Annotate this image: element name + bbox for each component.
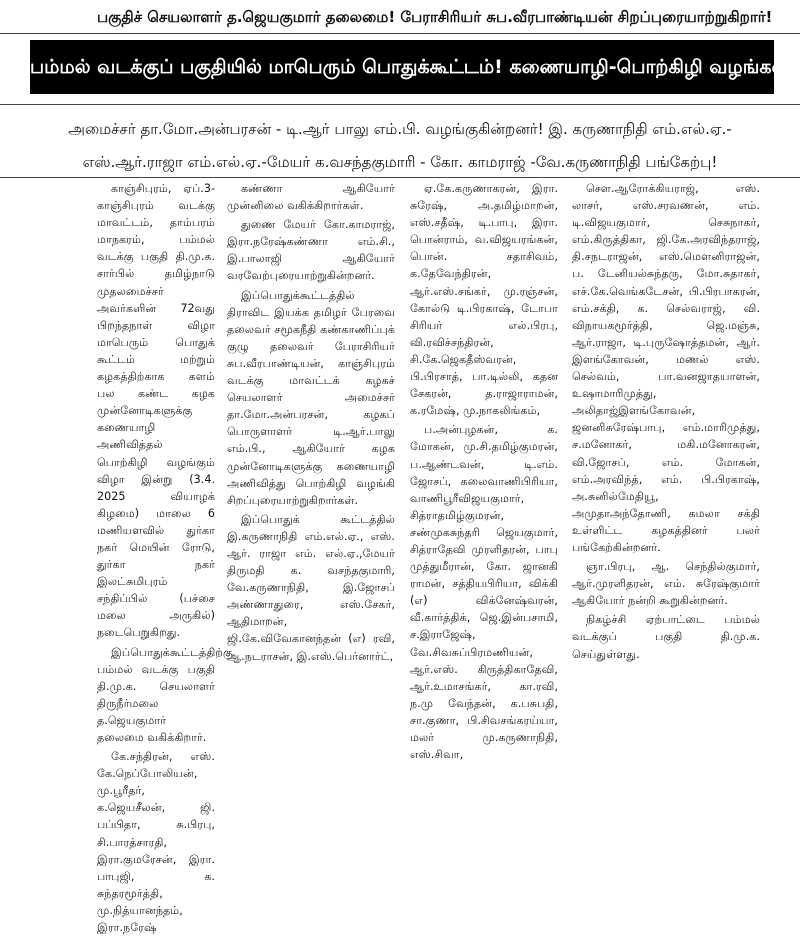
paragraph: ஏ.கே.கருணாகரன், இரா. சுரேஷ், அ.தமிழ்மாறன், எஸ்.சதீஷ், டி.பாபு, இரா. பொன்ராம், வ.விஜயரங்கன், பொன். சதாசிவம், க.தேவேந்திரன், ஆர்.எஸ்.சங்கர், மு.ரஞ்சன், கோல்டு டி.பிரகாஷ், டோபா சிரியர் எல்.பிரபு, வி.ரவிச்சந்திரன், சி.கே.ஜெகதீஸ்வரன், பி.பிரசாத், பா.டில்லி, கதன சேகரன், த.ராஜாராமன், க.ரமேஷ், மு.நாகலிங்கம்,	[410, 182, 558, 418]
divider	[0, 104, 800, 105]
kicker-headline: பகுதிச் செயலாளர் த.ஜெயகுமார் தலைமை! பேராசிரியர் சுப.வீரபாண்டியன் சிறப்புரையாற்றுகிறார்!	[97, 8, 773, 26]
paragraph: கண்ணா ஆகியோர் முன்னிலை வகிக்கிறார்கள்.	[227, 182, 395, 213]
article-column-4	[572, 180, 760, 680]
paragraph: காஞ்சிபுரம், ஏப்.3- காஞ்சிபுரம் வடக்கு மாவட்டம், தாம்பரம் மாநகரம், பம்மல் வடக்கு பகுதி தி.மு.க. சார்பில் தமிழ்நாடு முதலமைச்சர் அவர்களின் 72வது பிறந்தநாள் விழா மாபெரும் பொதுக் கூட்டம் மற்றும் கழகத்திற்காக களம் பல கண்ட கழக முன்னோடிகளுக்கு கணையாழி அணிவித்தல் பொற்கிழி வழங்கும் விழா இன்று (3.4. 2025 வியாழக் கிழமை) மாலை 6 மணியளவில் துர்கா நகர் மெயின் ரோடு, துர்கா நகர் இலட்சுமிபுரம் சந்திப்பில் (பச்சை மலை அருகில்) நடைபெறுகிறது.	[97, 182, 215, 640]
article-column-1	[97, 180, 233, 935]
paragraph: செள.ஆரோக்கியராஜ், எஸ். லாசர், எஸ்.சரவணன், எம். டி.விஜயகுமார், செசுநாகர், எம்.கிருத்திகா, ஜி.கே.அரவிந்தராஜ், தி.சநடராஜன், எஸ்.மௌனிராஜன், ப. டேனியல்சுந்தரு, மோ.சுதாகர், எச்.கே.வெங்கடேசன், பி.பிரபாகரன், எம்.சக்தி, க. செல்வராஜ், வி. விநாயகமூர்த்தி, ஜெ.மஞ்சு, ஆர்.ராஜா, டி.புருஷோத்தமன், ஆர். இளங்கோவன், மணல் எஸ். செல்வம், பா.வனஜாதயாளன், உஷாமாரிமுத்து, அலிதாஜ்இளங்கோவன், ஜனனிசுரேஷ்பாபு, எம்.மாரிமுத்து, ச.மனோகர், மகி.மனோகரன், வி.ஜோசப், எம். மோகன், எம்.அரவிந்த், எம். பி.பிரகாஷ், அ.சுனில்மேதியூ, அமுதாஅந்தோணி, கமலா சக்தி உள்ளிட்ட கழகத்தினர் பலர் பங்கேற்கின்றனர்.	[572, 182, 760, 554]
main-headline: பம்மல் வடக்குப் பகுதியில் மாபெரும் பொதுக்கூட்டம்! கணையாழி-பொற்கிழி வழங்கல்!	[30, 40, 774, 94]
divider	[0, 177, 800, 178]
article-column-3	[410, 180, 558, 762]
paragraph: ப.அன்புழகன், க. மோகன், மு.சி.தமிழ்குமரன், ப.ஆண்டவன், டி.எம். ஜோசப், கலைவாணிபிரியா, வாணிபூரீவிஜயகுமார், சித்ராதமிழ்குமரன், சண்முகசுந்தரி ஜெயகுமார், சித்ராதேவி முரளிதரன், பாபு முத்துமீரான், கோ. ஜானகி ராமன், சத்தியபிரியா, விக்கி (எ) விக்னேஷ்வரன், வீ.கார்த்திக், ஜெ.இன்பசாமி, ச.இராஜேஷ், வே.சிவசுப்பிரமணியன், ஆர்.எஸ். கிருத்திகாதேவி, ஆர்.உமாசங்கர், கா.ரவி, ந.மு வேந்தன், க.பசுபதி, சா.குணா, பி.சிவசங்கரய்யா, மலர் மு.கருணாநிதி, எஸ்.சிவா,	[410, 423, 558, 762]
paragraph: இப்பொதுக் கூட்டத்தில் இ.கருணாநிதி எம்.எல்.ஏ., எஸ். ஆர். ராஜா எம். எல்.ஏ.,மேயர் திருமதி க. வசந்தகுமாரி, வே.கருணாநிதி, இ.ஜோசப் அண்ணாதுரை, எஸ்.சேகர், ஆதிமாறன், ஜி.கே.விவேகானந்தன் (எ) ரவி, ஆ.நடராசன், இ.எஸ்.பெர்னார்ட்,	[227, 512, 395, 663]
subheadline-line-2: எஸ்.ஆர்.ராஜா எம்.எல்.ஏ.-மேயர் க.வசந்தகுமாரி - கோ. காமராஜ் -வே.கருணாநிதி பங்கேற்பு!	[82, 153, 718, 171]
paragraph: ஞா.பிரபு, ஆ. செந்தில்குமார், ஆர்.முரளிதரன், எம். சுரேஷ்குமார் ஆகியோர் நன்றி கூறுகின்றனர்.	[572, 560, 760, 608]
paragraph: நிகழ்ச்சி ஏற்பாட்டை பம்மல் வடக்குப் பகுதி தி.மு.க. செய்துள்ளது.	[572, 613, 760, 661]
divider	[0, 33, 800, 34]
paragraph: இப்பொதுக்கூட்டத்தில் திராவிட இயக்க தமிழர் பேரவை தலைவர் சமூகநீதி கண்காணிப்புக் குழு தலைவர் பேராசிரியர் சுப.வீரபாண்டியன், காஞ்சிபுரம் வடக்கு மாவட்டக் கழகச் செயலாளர் அமைச்சர் தா.மோ.அன்பரசன், கழகப் பொருளாளர் டி.ஆர்.பாலு எம்.பி., ஆகியோர் கழக முன்னோடிகளுக்கு கணையாழி அணிவித்து பொற்கிழி வழங்கி சிறப்புரையாற்றுகிறார்கள்.	[227, 288, 395, 507]
article-column-2	[227, 180, 395, 680]
paragraph: இப்பொதுக்கூட்டத்திற்கு பம்மல் வடக்கு பகுதி தி.மு.க. செயலாளர் திருநீர்மலை த.ஜெயகுமார் தலைமை வகிக்கிறார்.	[97, 645, 233, 744]
paragraph: கே.சந்திரன், எஸ். கே.நெப்போலியன், மு.பூரீதர், க.ஜெயசீலன், ஜி. பப்பிதா, சு.பிரபு, சி.பாரத்சாரதி, இரா.குமரேசன், இரா. பாபுஜி, க. சுந்தரமூர்த்தி, மு.நித்யானந்தம், இரா.நரேஷ்	[97, 750, 215, 935]
paragraph: துணை மேயர் கோ.காமராஜ், இரா.நரேஷ்கண்ணா எம்.சி., இ.பாலாஜி ஆகியோர் வரவேற்புரையாற்றுகின்றனர்.	[227, 218, 395, 283]
subheadline-line-1: அமைச்சர் தா.மோ.அன்பரசன் - டி.ஆர் பாலு எம்.பி. வழங்குகின்றனர்! இ. கருணாநிதி எம்.எல்.ஏ.-	[68, 120, 732, 138]
